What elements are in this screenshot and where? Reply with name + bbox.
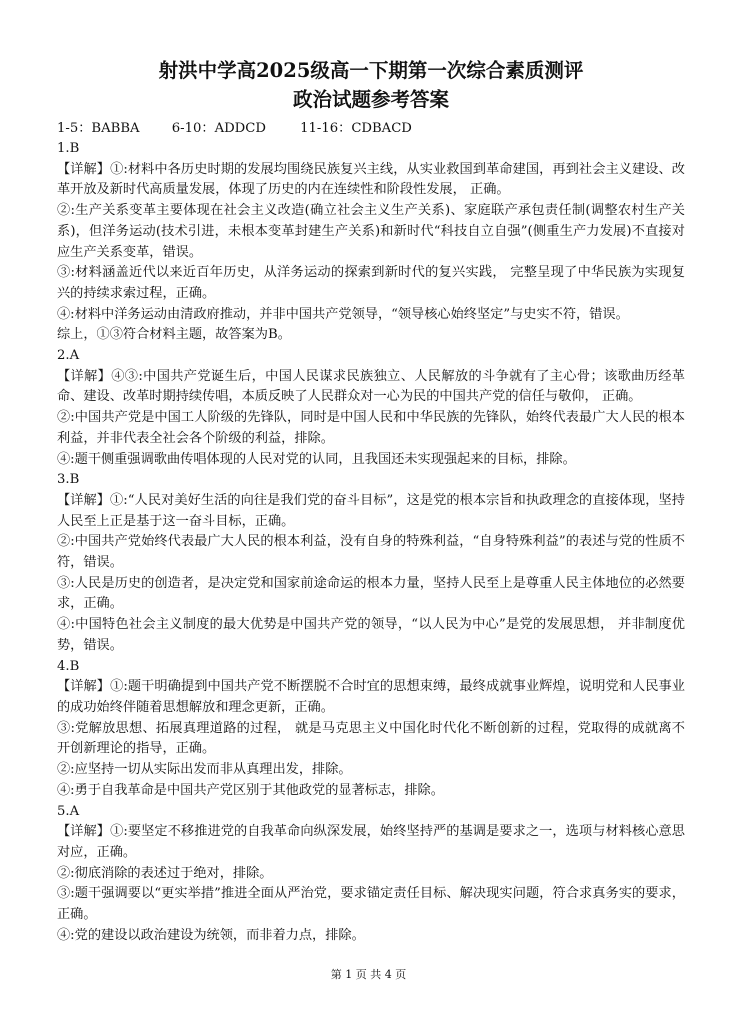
explanation-paragraph: 【详解】④③:中国共产党诞生后，中国人民谋求民族独立、人民解放的斗争就有了主心骨；该歌曲历经革命、建设、改革时期持续传唱，本质反映了人民群众对一心为民的中国共产党的信任与敬仰， 正确。 xyxy=(57,368,685,405)
answer-key-1-5: 1-5：BABBA xyxy=(57,121,140,136)
explanation-paragraph: ④:题干侧重强调歌曲传唱体现的人民对党的认同，且我国还未实现强起来的目标，排除。 xyxy=(57,451,576,467)
question-5 xyxy=(57,802,685,947)
explanation-paragraph: ④:党的建设以政治建设为统领，而非着力点，排除。 xyxy=(57,927,365,943)
question-number: 5.A xyxy=(57,803,80,819)
page-footer: 第 1 页 共 4 页 xyxy=(330,968,407,981)
explanation-paragraph: ②:中国共产党始终代表最广大人民的根本利益，没有自身的特殊利益，“自身特殊利益”的表述与党的性质不符，错误。 xyxy=(57,534,685,571)
explanation-paragraph: ③:人民是历史的创造者，是决定党和国家前途命运的根本力量，坚持人民至上是尊重人民主体地位的必然要求，正确。 xyxy=(57,575,685,612)
explanation-paragraph: 【详解】①:要坚定不移推进党的自我革命向纵深发展，始终坚持严的基调是要求之一，选项与材料核心意思对应，正确。 xyxy=(57,824,685,860)
explanation-paragraph: ②:生产关系变革主要体现在社会主义改造(确立社会主义生产关系)、家庭联产承包责任制(调整农村生产关系)，但洋务运动(技术引进，未根本变革封建生产关系)和新时代“科技自立自强”(侧重生产力发展)不直接对应生产关系变革，错误。 xyxy=(57,203,685,260)
question-3 xyxy=(57,470,685,656)
summary-paragraph: 综上，①③符合材料主题，故答案为B。 xyxy=(57,327,291,343)
answer-key-11-16: 11-16：CDBACD xyxy=(300,121,412,136)
question-2 xyxy=(57,346,685,470)
document-title: 射洪中学高2025级高一下期第一次综合素质测评 xyxy=(158,59,584,82)
explanation-paragraph: 【详解】①:材料中各历史时期的发展均围绕民族复兴主线，从实业救国到革命建国，再到社会主义建设、改革开放及新时代高质量发展，体现了历史的内在连续性和阶段性发展， 正确。 xyxy=(57,161,685,198)
question-1 xyxy=(57,139,685,346)
answer-key-6-10: 6-10：ADDCD xyxy=(171,121,266,136)
question-number: 3.B xyxy=(57,472,80,488)
question-4 xyxy=(57,657,685,802)
document-subtitle: 政治试题参考答案 xyxy=(292,88,449,111)
document-page xyxy=(57,54,685,946)
explanation-paragraph: ②:应坚持一切从实际出发而非从真理出发，排除。 xyxy=(57,762,352,778)
question-number: 4.B xyxy=(57,658,80,674)
explanation-paragraph: ④:中国特色社会主义制度的最大优势是中国共产党的领导，“以人民为中心”是党的发展思想， 并非制度优势，错误。 xyxy=(57,617,685,653)
explanation-paragraph: ②:彻底消除的表述过于绝对，排除。 xyxy=(57,865,273,881)
explanation-paragraph: ③:材料涵盖近代以来近百年历史，从洋务运动的探索到新时代的复兴实践， 完整呈现了中华民族为实现复兴的持续求索过程，正确。 xyxy=(57,265,685,301)
answer-key-row xyxy=(57,118,685,139)
question-number: 2.A xyxy=(57,348,80,364)
explanation-paragraph: 【详解】①:“人民对美好生活的向往是我们党的奋斗目标”，这是党的根本宗旨和执政理念的直接体现，坚持人民至上正是基于这一奋斗目标，正确。 xyxy=(57,492,685,529)
explanation-paragraph: ④:勇于自我革命是中国共产党区别于其他政党的显著标志，排除。 xyxy=(57,782,444,798)
explanation-paragraph: 【详解】①:题干明确提到中国共产党不断摆脱不合时宜的思想束缚，最终成就事业辉煌，说明党和人民事业的成功始终伴随着思想解放和理念更新，正确。 xyxy=(57,679,685,715)
question-number: 1.B xyxy=(57,141,80,156)
explanation-paragraph: ②:中国共产党是中国工人阶级的先锋队，同时是中国人民和中华民族的先锋队，始终代表最广大人民的根本利益，并非代表全社会各个阶级的利益，排除。 xyxy=(57,410,685,446)
explanation-paragraph: ③:党解放思想、拓展真理道路的过程， 就是马克思主义中国化时代化不断创新的过程，党取得的成就离不开创新理论的指导，正确。 xyxy=(57,720,685,757)
explanation-paragraph: ④:材料中洋务运动由清政府推动，并非中国共产党领导，“领导核心始终坚定”与史实不符，错误。 xyxy=(57,306,629,322)
explanation-paragraph: ③:题干强调要以“更实举措”推进全面从严治党，要求锚定责任目标、解决现实问题，符合求真务实的要求，正确。 xyxy=(57,886,685,923)
